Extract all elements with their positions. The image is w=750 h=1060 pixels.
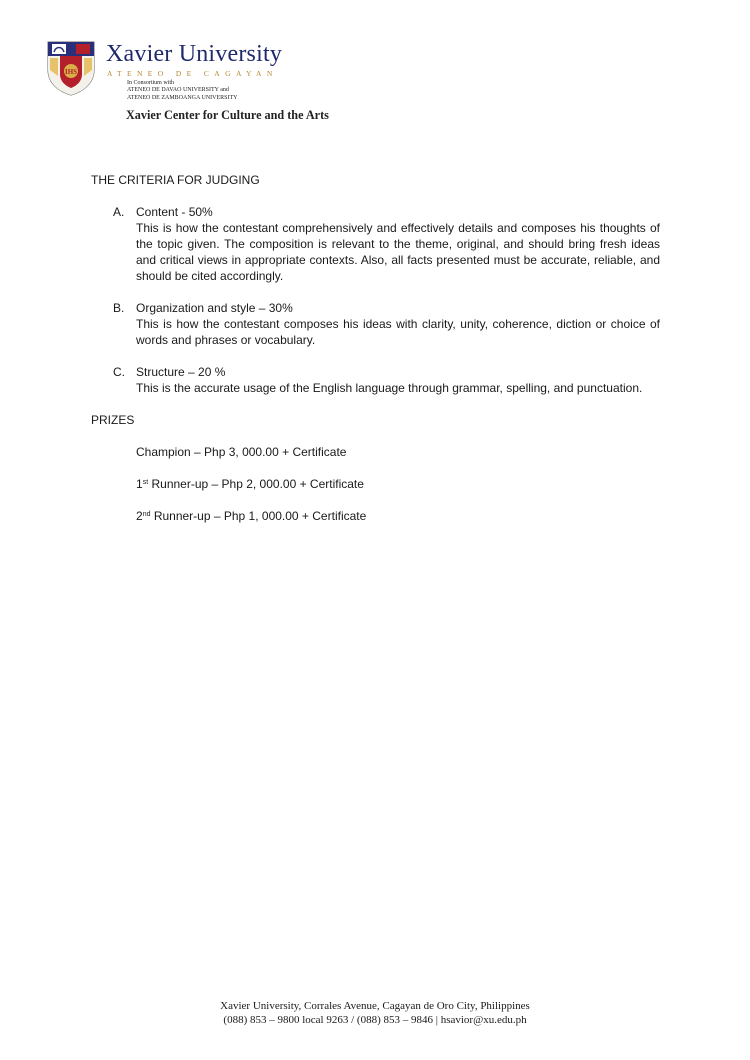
consortium-note — [127, 80, 238, 102]
footer-address: Xavier University, Corrales Avenue, Cagayan de Oro City, Philippines — [220, 1000, 530, 1012]
criterion-title: Structure – 20 % — [136, 365, 226, 379]
center-name: Xavier Center for Culture and the Arts — [126, 108, 329, 122]
prizes-heading: PRIZES — [91, 413, 135, 427]
criterion-letter: A. — [113, 205, 125, 219]
criterion-title: Organization and style – 30% — [136, 301, 293, 315]
document-body — [91, 172, 660, 524]
university-subtitle: ATENEO DE CAGAYAN — [107, 69, 278, 78]
prize-item — [91, 476, 660, 492]
prize-ordinal: 1 — [136, 477, 143, 491]
svg-text:IHS: IHS — [64, 68, 78, 76]
prize-ordinal-suffix: st — [142, 479, 149, 486]
prize-ordinal: 2 — [136, 509, 143, 523]
footer-contact: (088) 853 – 9800 local 9263 / (088) 853 – 9846 | hsavior@xu.edu.ph — [223, 1014, 527, 1026]
prize-text: Champion – Php 3, 000.00 + Certificate — [136, 445, 347, 459]
criteria-list — [91, 204, 660, 396]
letterhead — [46, 40, 366, 130]
criterion-item — [91, 300, 660, 348]
criterion-description: This is how the contestant comprehensively and effectively details and composes his thoughts of the topic given. The composition is relevant to the theme, original, and should bring fresh ideas and critical views in appropriate contexts. Also, all facts presented must be accurate, reliable, and should be cited accordingly. — [136, 221, 660, 283]
consortium-line: In Consortium with — [127, 80, 175, 86]
prize-ordinal-suffix: nd — [142, 511, 151, 518]
consortium-line: ATENEO DE DAVAO UNIVERSITY and — [127, 87, 229, 94]
criterion-description: This is how the contestant composes his ideas with clarity, unity, coherence, diction or choice of words and phrases or vocabulary. — [136, 317, 660, 347]
prize-text: Runner-up – Php 1, 000.00 + Certificate — [150, 509, 367, 523]
criterion-letter: B. — [113, 301, 125, 315]
university-name: Xavier University — [106, 41, 283, 67]
page-footer — [0, 999, 750, 1027]
criterion-title: Content - 50% — [136, 205, 213, 219]
prize-item — [91, 444, 660, 460]
university-crest-icon — [46, 40, 96, 96]
criterion-description: This is the accurate usage of the English language through grammar, spelling, and punctuation. — [136, 381, 643, 395]
criteria-heading: THE CRITERIA FOR JUDGING — [91, 173, 260, 187]
prize-item — [91, 508, 660, 524]
consortium-line: ATENEO DE ZAMBOANGA UNIVERSITY — [127, 94, 238, 101]
prize-text: Runner-up – Php 2, 000.00 + Certificate — [148, 477, 364, 491]
criterion-item — [91, 364, 660, 396]
criterion-letter: C. — [113, 365, 125, 379]
criterion-item — [91, 204, 660, 284]
